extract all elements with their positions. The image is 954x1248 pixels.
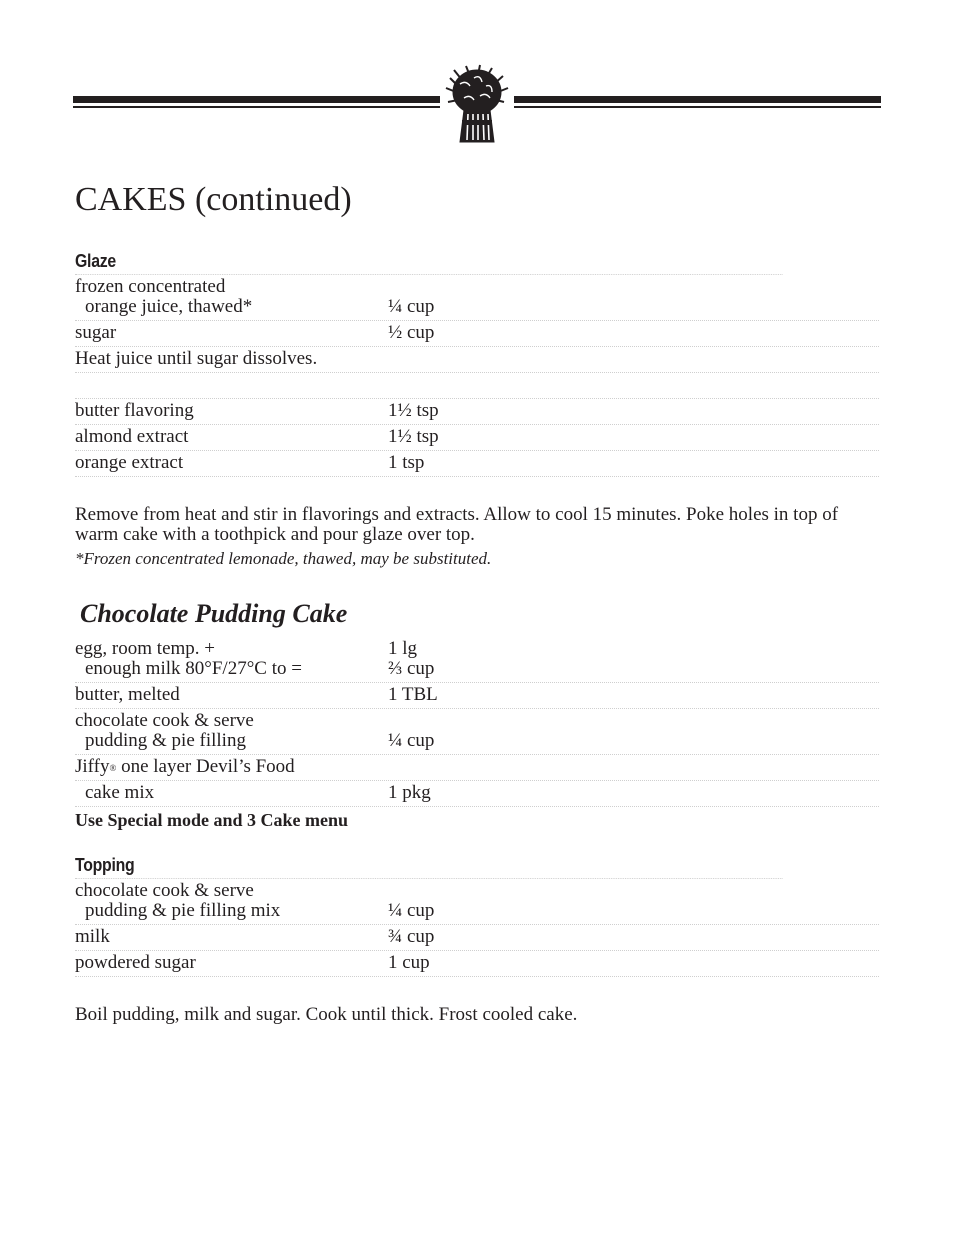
page-title: CAKES (continued) [75, 181, 352, 218]
ingredient-name-continuation: enough milk 80°F/27°C to = [85, 658, 302, 679]
ingredient-name [75, 757, 295, 777]
ingredient-amount-value: ¼ cup [388, 730, 435, 751]
ingredient-amount-value: ⅔ cup [388, 658, 435, 679]
ingredient-amount [388, 277, 879, 317]
ingredient-name-continuation: orange juice, thawed* [85, 296, 253, 317]
ingredient-name: almond extract [75, 426, 189, 447]
ingredient-name: orange extract [75, 452, 184, 473]
ingredient-row [75, 451, 879, 477]
ingredient-name-line: chocolate cook & serve [75, 880, 254, 901]
ingredient-amount: 1½ tsp [388, 400, 439, 421]
ingredient-name-continuation: pudding & pie filling mix [85, 900, 281, 921]
ingredient-amount [388, 881, 879, 921]
ingredient-name [75, 277, 388, 317]
ingredient-row [75, 637, 879, 683]
ingredient-amount: 1 TBL [388, 684, 438, 705]
ingredient-name: butter, melted [75, 684, 180, 705]
ingredient-amount-value: ¼ cup [388, 296, 435, 317]
ingredient-name-line: chocolate cook & serve [75, 710, 254, 731]
brand-name: Jiffy [75, 756, 110, 777]
ingredient-row [75, 781, 879, 807]
glaze-footnote: *Frozen concentrated lemonade, thawed, may be substituted. [75, 549, 492, 568]
ingredient-name-line: frozen concentrated [75, 276, 226, 297]
glaze-note-row [75, 347, 879, 373]
ingredient-amount-value: 1 lg [388, 638, 418, 659]
ingredient-row [75, 275, 879, 321]
ingredient-row [75, 321, 879, 347]
ingredient-amount-value: ¼ cup [388, 900, 435, 921]
ingredient-name [75, 881, 388, 921]
wheat-sheaf-icon [440, 64, 514, 146]
ingredient-amount [388, 639, 879, 679]
recipe-title: Chocolate Pudding Cake [80, 599, 348, 628]
page-content [75, 170, 879, 1025]
ingredient-name-line: egg, room temp. + [75, 638, 215, 659]
product-name: one layer Devil’s Food [116, 756, 295, 777]
ingredient-row [75, 951, 879, 977]
ingredient-row [75, 755, 879, 781]
ingredient-row [75, 879, 879, 925]
ingredient-amount: ½ cup [388, 322, 435, 343]
ingredient-amount [388, 711, 879, 751]
ingredient-amount: 1 tsp [388, 452, 425, 473]
registered-mark: ® [109, 763, 117, 773]
mode-instruction: Use Special mode and 3 Cake menu [75, 810, 349, 830]
spacer-row [75, 373, 879, 399]
ingredient-row [75, 925, 879, 951]
ingredient-name [75, 639, 388, 679]
ingredient-name: milk [75, 926, 110, 947]
ingredient-amount: 1 cup [388, 952, 430, 973]
ingredient-row [75, 399, 879, 425]
ingredient-amount: 1 pkg [388, 782, 431, 803]
glaze-note: Heat juice until sugar dissolves. [75, 348, 318, 369]
ingredient-name: powdered sugar [75, 952, 196, 973]
ingredient-name: butter flavoring [75, 400, 194, 421]
ingredient-name [75, 783, 388, 803]
ingredient-row [75, 683, 879, 709]
ingredient-name-continuation: cake mix [85, 782, 155, 803]
ingredient-row [75, 425, 879, 451]
ingredient-row [75, 709, 879, 755]
topping-instructions: Boil pudding, milk and sugar. Cook until thick. Frost cooled cake. [75, 1004, 578, 1025]
glaze-label: Glaze [75, 250, 783, 275]
topping-label: Topping [75, 854, 783, 879]
glaze-instructions: Remove from heat and stir in flavorings and extracts. Allow to cool 15 minutes. Poke holes in top of warm cake with a toothpick and pour glaze over top. [75, 504, 839, 545]
ingredient-name [75, 711, 388, 751]
ingredient-name-continuation: pudding & pie filling [85, 730, 246, 751]
ingredient-name: sugar [75, 322, 117, 343]
ingredient-amount: 1½ tsp [388, 426, 439, 447]
ingredient-amount: ¾ cup [388, 926, 435, 947]
